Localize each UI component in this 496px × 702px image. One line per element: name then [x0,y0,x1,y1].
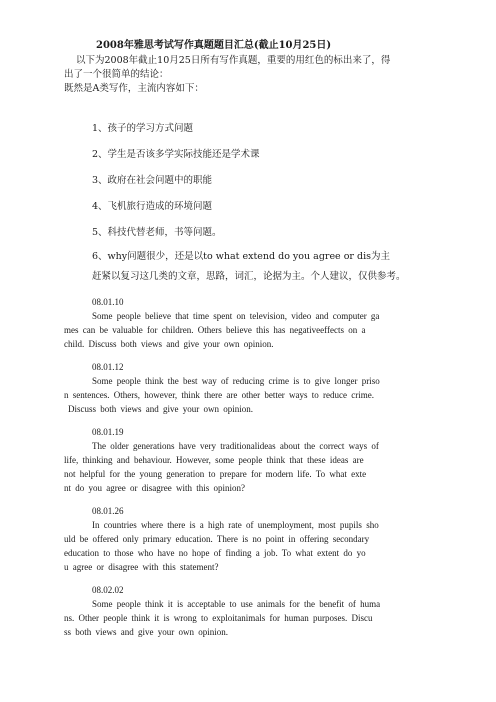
intro-line: 以下为2008年截止10月25日所有写作真题，重要的用红色的标出来了，得 [76,55,391,66]
question-line: Some people think it is acceptable to use animals for the benefit of huma [92,599,381,609]
question-line: nt do you agree or disagree with this opinion? [64,483,245,493]
intro-paragraph [64,54,464,96]
question-date: 08.02.02 [92,585,124,595]
question-line: education to those who have no hope of finding a job. To what extent do yo [64,548,366,558]
question-line: n sentences. Others, however, think there are other better ways to reduce crime. [64,390,375,400]
question-date: 08.01.10 [92,297,124,307]
topic-item: 3、政府在社会问题中的职能 [92,175,213,186]
question-line: uld be offered only primary education. There is no point in offering secondary [64,534,370,544]
question-line: life, thinking and behaviour. However, some people think that these ideas are [64,455,364,465]
question-line: The older generations have very traditionalideas about the correct ways of [92,441,379,451]
question-line: Discuss both views and give your own opinion. [68,404,253,414]
document-title: 2008年雅思考试写作真题题目汇总(截止10月25日) [96,40,332,51]
question-line: mes can be valuable for children. Others believe this has negativeeffects on a [64,325,366,335]
topic-item: 5、科技代替老师，书等问题。 [92,227,222,238]
topic-item: 4、飞机旅行造成的环境问题 [92,201,213,212]
intro-line: 出了一个很简单的结论： [64,69,169,80]
question-date: 08.01.19 [92,427,124,437]
question-line: Some people believe that time spent on television, video and computer ga [92,311,380,321]
question-line: ns. Other people think it is wrong to exploitanimals for human purposes. Discu [64,613,373,623]
question-line: Some people think the best way of reducing crime is to give longer priso [92,376,380,386]
question-line: child. Discuss both views and give your own opinion. [64,339,274,349]
question-line: ss both views and give your own opinion. [64,627,228,637]
topic-item: 1、孩子的学习方式问题 [92,123,194,134]
topic-item: 2、学生是否该多学实际技能还是学术课 [92,149,260,160]
advice-note: 赶紧以复习这几类的文章，思路，词汇，论据为主。个人建议，仅供参考。 [92,271,406,282]
question-line: not helpful for the young generation to prepare for modern life. To what exte [64,469,367,479]
question-date: 08.01.26 [92,506,124,516]
question-line: u agree or disagree with this statement? [64,562,219,572]
topic-item: 6、why问题很少，还是以to what extend do you agree or dis为主 [92,251,390,262]
question-date: 08.01.12 [92,362,124,372]
intro-line: 既然是A类写作，主流内容如下： [64,83,204,94]
question-line: In countries where there is a high rate of unemployment, most pupils sho [92,520,379,530]
